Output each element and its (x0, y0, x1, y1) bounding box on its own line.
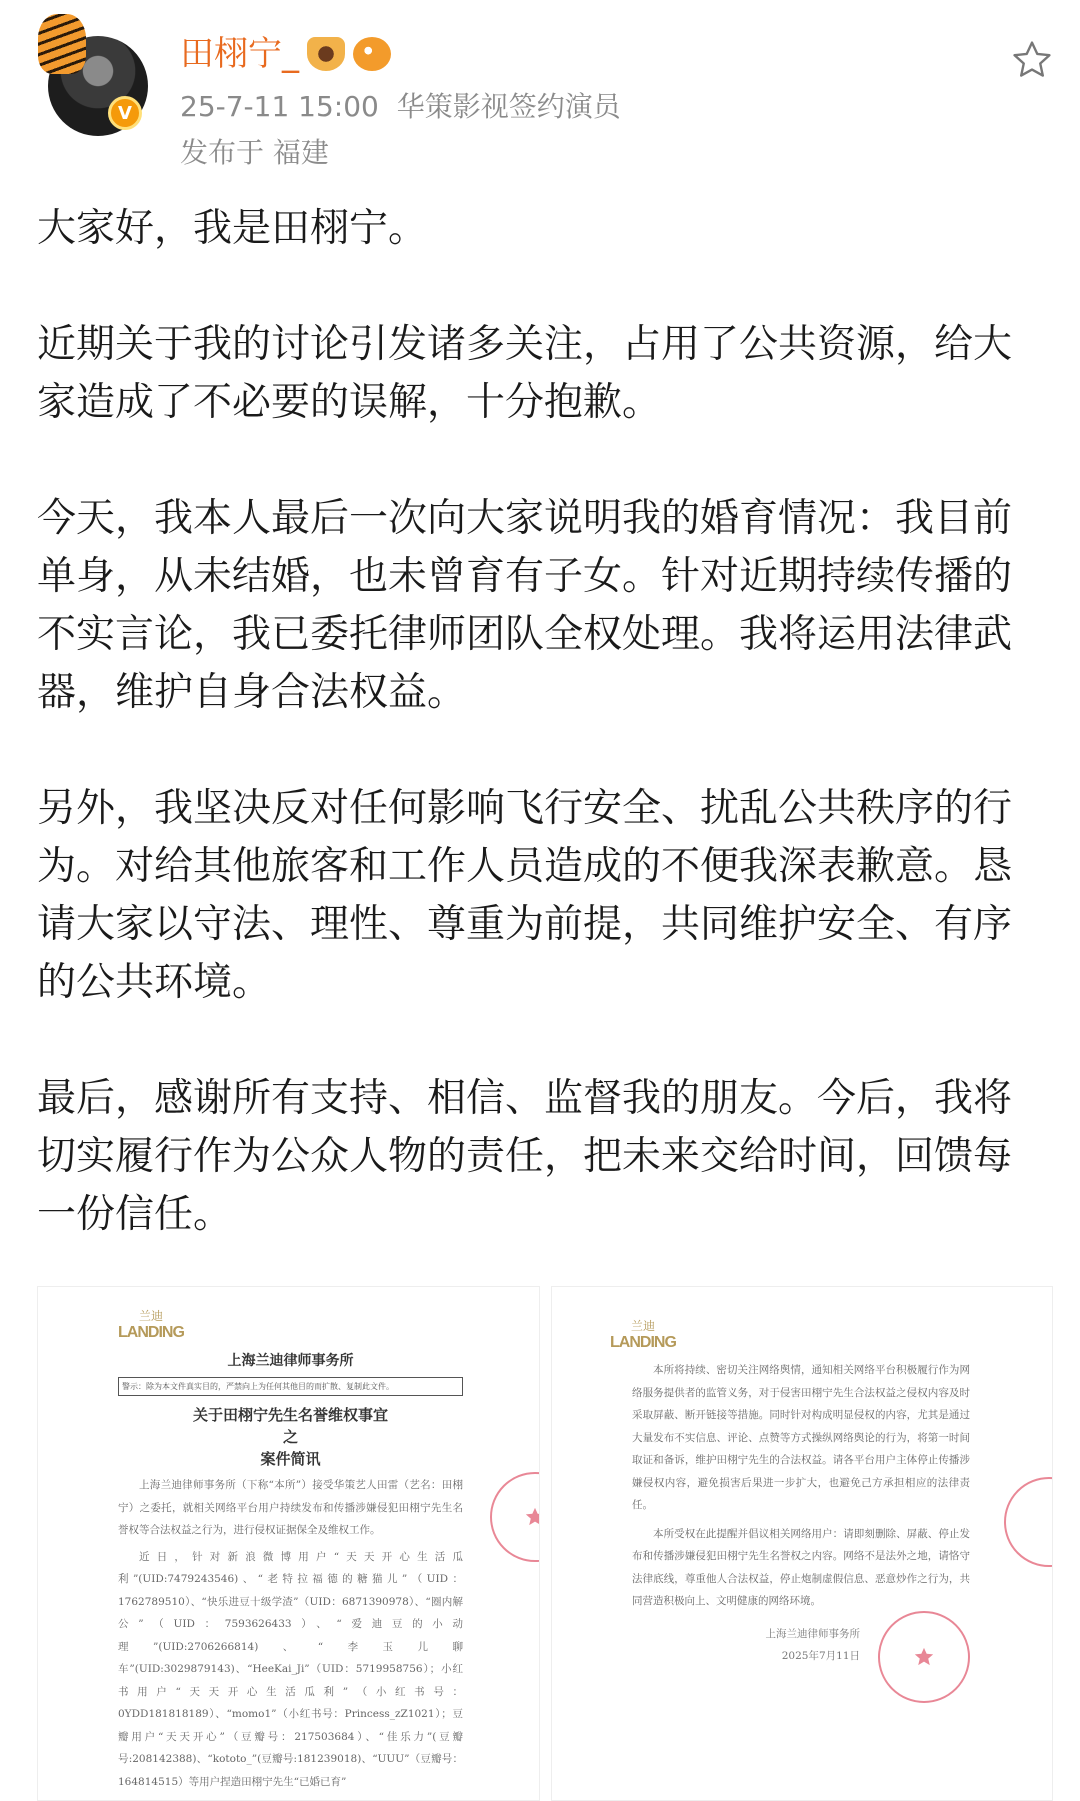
verified-badge-icon: V (108, 96, 142, 130)
signature-block (610, 1623, 970, 1667)
crown-badge-icon[interactable] (307, 37, 345, 71)
post-content (37, 200, 1053, 1801)
seal-star-icon (913, 1646, 935, 1668)
attached-image-legal-notice-1[interactable] (37, 1286, 540, 1801)
post-timestamp: 25-7-11 15:00 (180, 90, 379, 123)
doc-title: 关于田栩宁先生名誉维权事宜 之 案件简讯 (192, 1406, 388, 1468)
doc-content (118, 1309, 463, 1793)
red-seal (490, 1472, 540, 1562)
red-seal (878, 1611, 970, 1703)
doc-signature: 上海兰迪律师事务所 2025年7月11日 (765, 1627, 860, 1662)
post-location: 发布于 福建 (180, 136, 329, 169)
author-name-row (180, 34, 391, 74)
verified-title: 华策影视签约演员 (396, 90, 621, 123)
red-seal (1004, 1477, 1053, 1567)
favorite-star-icon[interactable] (1010, 38, 1054, 82)
landing-logo: 兰迪 LANDING (610, 1319, 676, 1351)
doc-paragraph: 本所将持续、密切关注网络舆情，通知相关网络平台积极履行作为网络服务提供者的监管义务，对于侵害田栩宁先生合法权益之侵权内容及时采取屏蔽、断开链接等措施。同时针对构成明显侵权的内容，尤其是通过大量发布不实信息、评论、点赞等方式操纵网络舆论的行为，将第一时间取证和备诉，维护田栩宁先生的合法权益。请各平台用户主体停止传播涉嫌侵权内容，避免损害后果进一步扩大，也避免己方承担相应的法律责任。 (632, 1364, 970, 1511)
firm-name: 上海兰迪律师事务所 (227, 1353, 354, 1369)
seal-star-icon (524, 1506, 540, 1528)
fish-badge-icon[interactable] (353, 37, 391, 71)
attached-images (37, 1286, 1053, 1801)
post-body (37, 200, 1047, 1244)
doc-paragraph: 上海兰迪律师事务所（下称“本所”）接受华策艺人田雷（艺名：田栩宁）之委托，就相关网络平台用户持续发布和传播涉嫌侵犯田栩宁先生名誉权等合法权益之行为，进行侵权证据保全及维权工作。 (118, 1479, 463, 1536)
doc-content (610, 1319, 970, 1667)
post-paragraph: 最后，感谢所有支持、相信、监督我的朋友。今后，我将切实履行作为公众人物的责任，把未来交给时间，回馈每一份信任。 (37, 1076, 1013, 1237)
post-paragraph: 今天，我本人最后一次向大家说明我的婚育情况：我目前单身，从未结婚，也未曾育有子女。针对近期持续传播的不实言论，我已委托律师团队全权处理。我将运用法律武器，维护自身合法权益。 (37, 496, 1013, 715)
post-meta (180, 90, 621, 124)
doc-paragraph: 本所受权在此提醒并倡议相关网络用户：请即刻删除、屏蔽、停止发布和传播涉嫌侵犯田栩宁先生名誉权之内容。网络不是法外之地，请恪守法律底线，尊重他人合法权益，停止炮制虚假信息、恶意炒作之行为，共同营造积极向上、文明健康的网络环境。 (632, 1527, 970, 1607)
post-paragraph: 另外，我坚决反对任何影响飞行安全、扰乱公共秩序的行为。对给其他旅客和工作人员造成的不便我深表歉意。恳请大家以守法、理性、尊重为前提，共同维护安全、有序的公共环境。 (37, 786, 1013, 1005)
landing-logo: 兰迪 LANDING (118, 1309, 184, 1341)
attached-image-legal-notice-2[interactable] (551, 1286, 1053, 1801)
post-paragraph: 大家好，我是田栩宁。 (37, 206, 428, 251)
author-name[interactable]: 田栩宁_ (180, 34, 299, 74)
doc-paragraph: 近日，针对新浪微博用户“天天开心生活瓜利”(UID:7479243546)、“老特拉福德的糖猫儿”（UID：1762789510）、“快乐进豆十级学渣”（UID：6871390978）、“圈内解公”（UID：7593626433）、“爱迪豆的小动理”(UID:2706266814)、“李玉儿聊车”(UID:3029879143)、“HeeKai_Ji”（UID：5719958756）；小红书用户“天天开心生活瓜利”（小红书号：0YDD181818189）、“momo1”（小红书号：Princess_zZ1021）；豆瓣用户“天天开心”（豆瓣号：217503684）、“佳乐力”(豆瓣号:208142388)、“kototo_”(豆瓣号:181239018)、“UUU”（豆瓣号：164814515）等用户捏造田栩宁先生“已婚已育” (118, 1550, 463, 1788)
tiger-pendant-icon (38, 14, 86, 74)
warning-box: 警示：除为本文件真实目的，严禁向上为任何其他目的而扩散、复制此文件。 (118, 1377, 463, 1396)
avatar[interactable] (38, 14, 148, 130)
post-paragraph: 近期关于我的讨论引发诸多关注，占用了公共资源，给大家造成了不必要的误解，十分抱歉。 (37, 322, 1013, 425)
